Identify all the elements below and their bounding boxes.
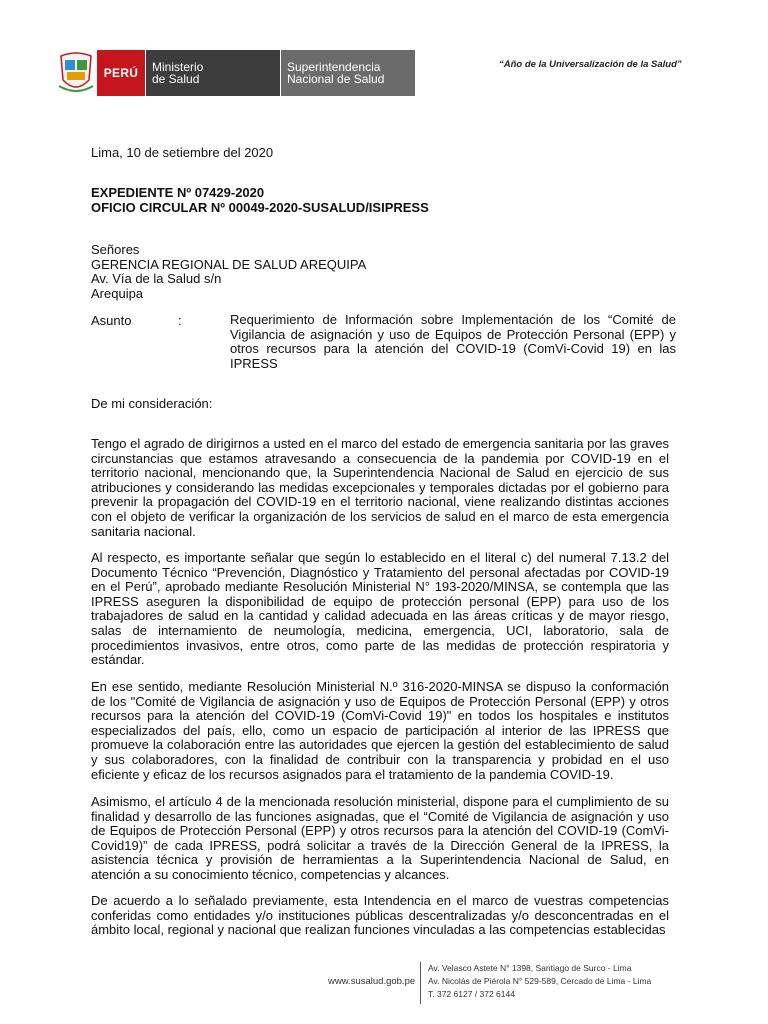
recipient-line: GERENCIA REGIONAL DE SALUD AREQUIPA bbox=[91, 256, 367, 272]
recipient-line: Arequipa bbox=[91, 285, 144, 301]
paragraph: De acuerdo a lo señalado previamente, esta Intendencia en el marco de vuestras competencias conferidas como entidades y/o instituciones públicas descentralizadas y/o desconcentradas en el ámbito local, regional y nacional que realizan funciones vinculadas a las competencias establecidas bbox=[91, 893, 669, 938]
footer-website: www.susalud.gob.pe bbox=[328, 976, 416, 987]
recipient-line: Av. Vía de la Salud s/n bbox=[91, 271, 222, 287]
footer-divider bbox=[420, 962, 421, 1004]
letter-date: Lima, 10 de setiembre del 2020 bbox=[91, 145, 274, 160]
subject-label: Asunto bbox=[91, 313, 132, 328]
country-label: PERÚ bbox=[103, 66, 139, 80]
ministry-line-1: Ministerio bbox=[152, 60, 204, 74]
footer-address-line: Av. Nicolás de Piérola N° 529-589, Cercado de Lima - Lima bbox=[428, 976, 652, 986]
recipient-line: Señores bbox=[91, 242, 140, 257]
subject-text: Requerimiento de Información sobre Implementación de los “Comité de Vigilancia de asignación y uso de Equipos de Protección Personal (EPP) y otros recursos para la atención del COVID-19 (ComVi-Covid 19) en las IPRESS bbox=[230, 312, 676, 371]
footer-address-line: Av. Velasco Astete N° 1398, Santiago de Surco - Lima bbox=[428, 963, 632, 973]
ministry-line-2: de Salud bbox=[152, 72, 200, 86]
ministry-brand bbox=[145, 50, 280, 96]
peru-brand bbox=[97, 50, 145, 96]
greeting: De mi consideración: bbox=[91, 396, 213, 411]
expediente-number: EXPEDIENTE Nº 07429-2020 bbox=[91, 185, 265, 200]
letterhead bbox=[57, 50, 415, 96]
agency-brand bbox=[280, 50, 415, 96]
agency-line-2: Nacional de Salud bbox=[287, 72, 385, 86]
paragraph: Al respecto, es importante señalar que según lo establecido en el literal c) del numeral 7.13.2 del Documento Técnico “Prevención, Diagnóstico y Tratamiento del personal afectadas por COVID-19 en el Perú”, aprobado mediante Resolución Ministerial N° 193-2020/MINSA, se contempla que las IPRESS aseguren la disponibilidad de equipo de protección personal (EPP) para uso de los trabajadores de salud en la cantidad y calidad adecuada en las áreas críticas y de mayor riesgo, salas de internamiento de neumología, medicina, emergencia, UCI, laboratorio, sala de procedimientos invasivos, entre otros, como parte de las medidas de protección respiratoria y estándar. bbox=[91, 550, 669, 668]
year-motto: “Año de la Universalización de la Salud” bbox=[499, 59, 682, 70]
recipient-block bbox=[91, 243, 666, 301]
oficio-number: OFICIO CIRCULAR Nº 00049-2020-SUSALUD/ISIPRESS bbox=[91, 199, 429, 215]
subject-colon: : bbox=[178, 313, 182, 328]
paragraph: Tengo el agrado de dirigirnos a usted en el marco del estado de emergencia sanitaria por las graves circunstancias que estamos atravesando a consecuencia de la pandemia por COVID-19 en el territorio nacional, mencionando que, la Superintendencia Nacional de Salud en ejercicio de sus atribuciones y considerando las medidas excepcionales y temporales dictadas por el gobierno para prevenir la propagación del COVID-19 en el territorio nacional, viene realizando distintas acciones con el objeto de verificar la organización de los servicios de salud en el marco de esta emergencia sanitaria nacional. bbox=[91, 436, 669, 539]
footer-phone: T. 372 6127 / 372 6144 bbox=[428, 989, 515, 999]
footer-address bbox=[428, 962, 651, 1001]
paragraph: En ese sentido, mediante Resolución Ministerial N.º 316-2020-MINSA se dispuso la conformación de los "Comité de Vigilancia de asignación y uso de Equipos de Protección Personal (EPP) y otros recursos para la atención del COVID-19 (ComVi-Covid 19)" en todos los hospitales e institutos especializados del país, ello, como un espacio de participación al interior de las IPRESS que promueve la colaboración entre las autoridades que ejercen la gestión del establecimiento de salud y sus colaboradores, con la finalidad de contribuir con la transparencia y probidad en el uso eficiente y eficaz de los recursos asignados para el tratamiento de la pandemia COVID-19. bbox=[91, 679, 669, 782]
reference-block bbox=[91, 186, 666, 215]
agency-line-1: Superintendencia bbox=[287, 60, 381, 74]
paragraph: Asimismo, el artículo 4 de la mencionada resolución ministerial, dispone para el cumplimiento de su finalidad y desarrollo de las funciones asignadas, que el “Comité de Vigilancia de asignación y uso de Equipos de Protección Personal (EPP) y otros recursos para la atención del COVID-19 (ComVi-Covid19)” de cada IPRESS, podrá solicitar a través de la Dirección General de la IPRESS, la asistencia técnica y provisión de herramientas a la Superintendencia Nacional de Salud, en atención a su conocimiento técnico, competencias y alcances. bbox=[91, 794, 669, 882]
coat-of-arms-icon bbox=[57, 50, 95, 94]
